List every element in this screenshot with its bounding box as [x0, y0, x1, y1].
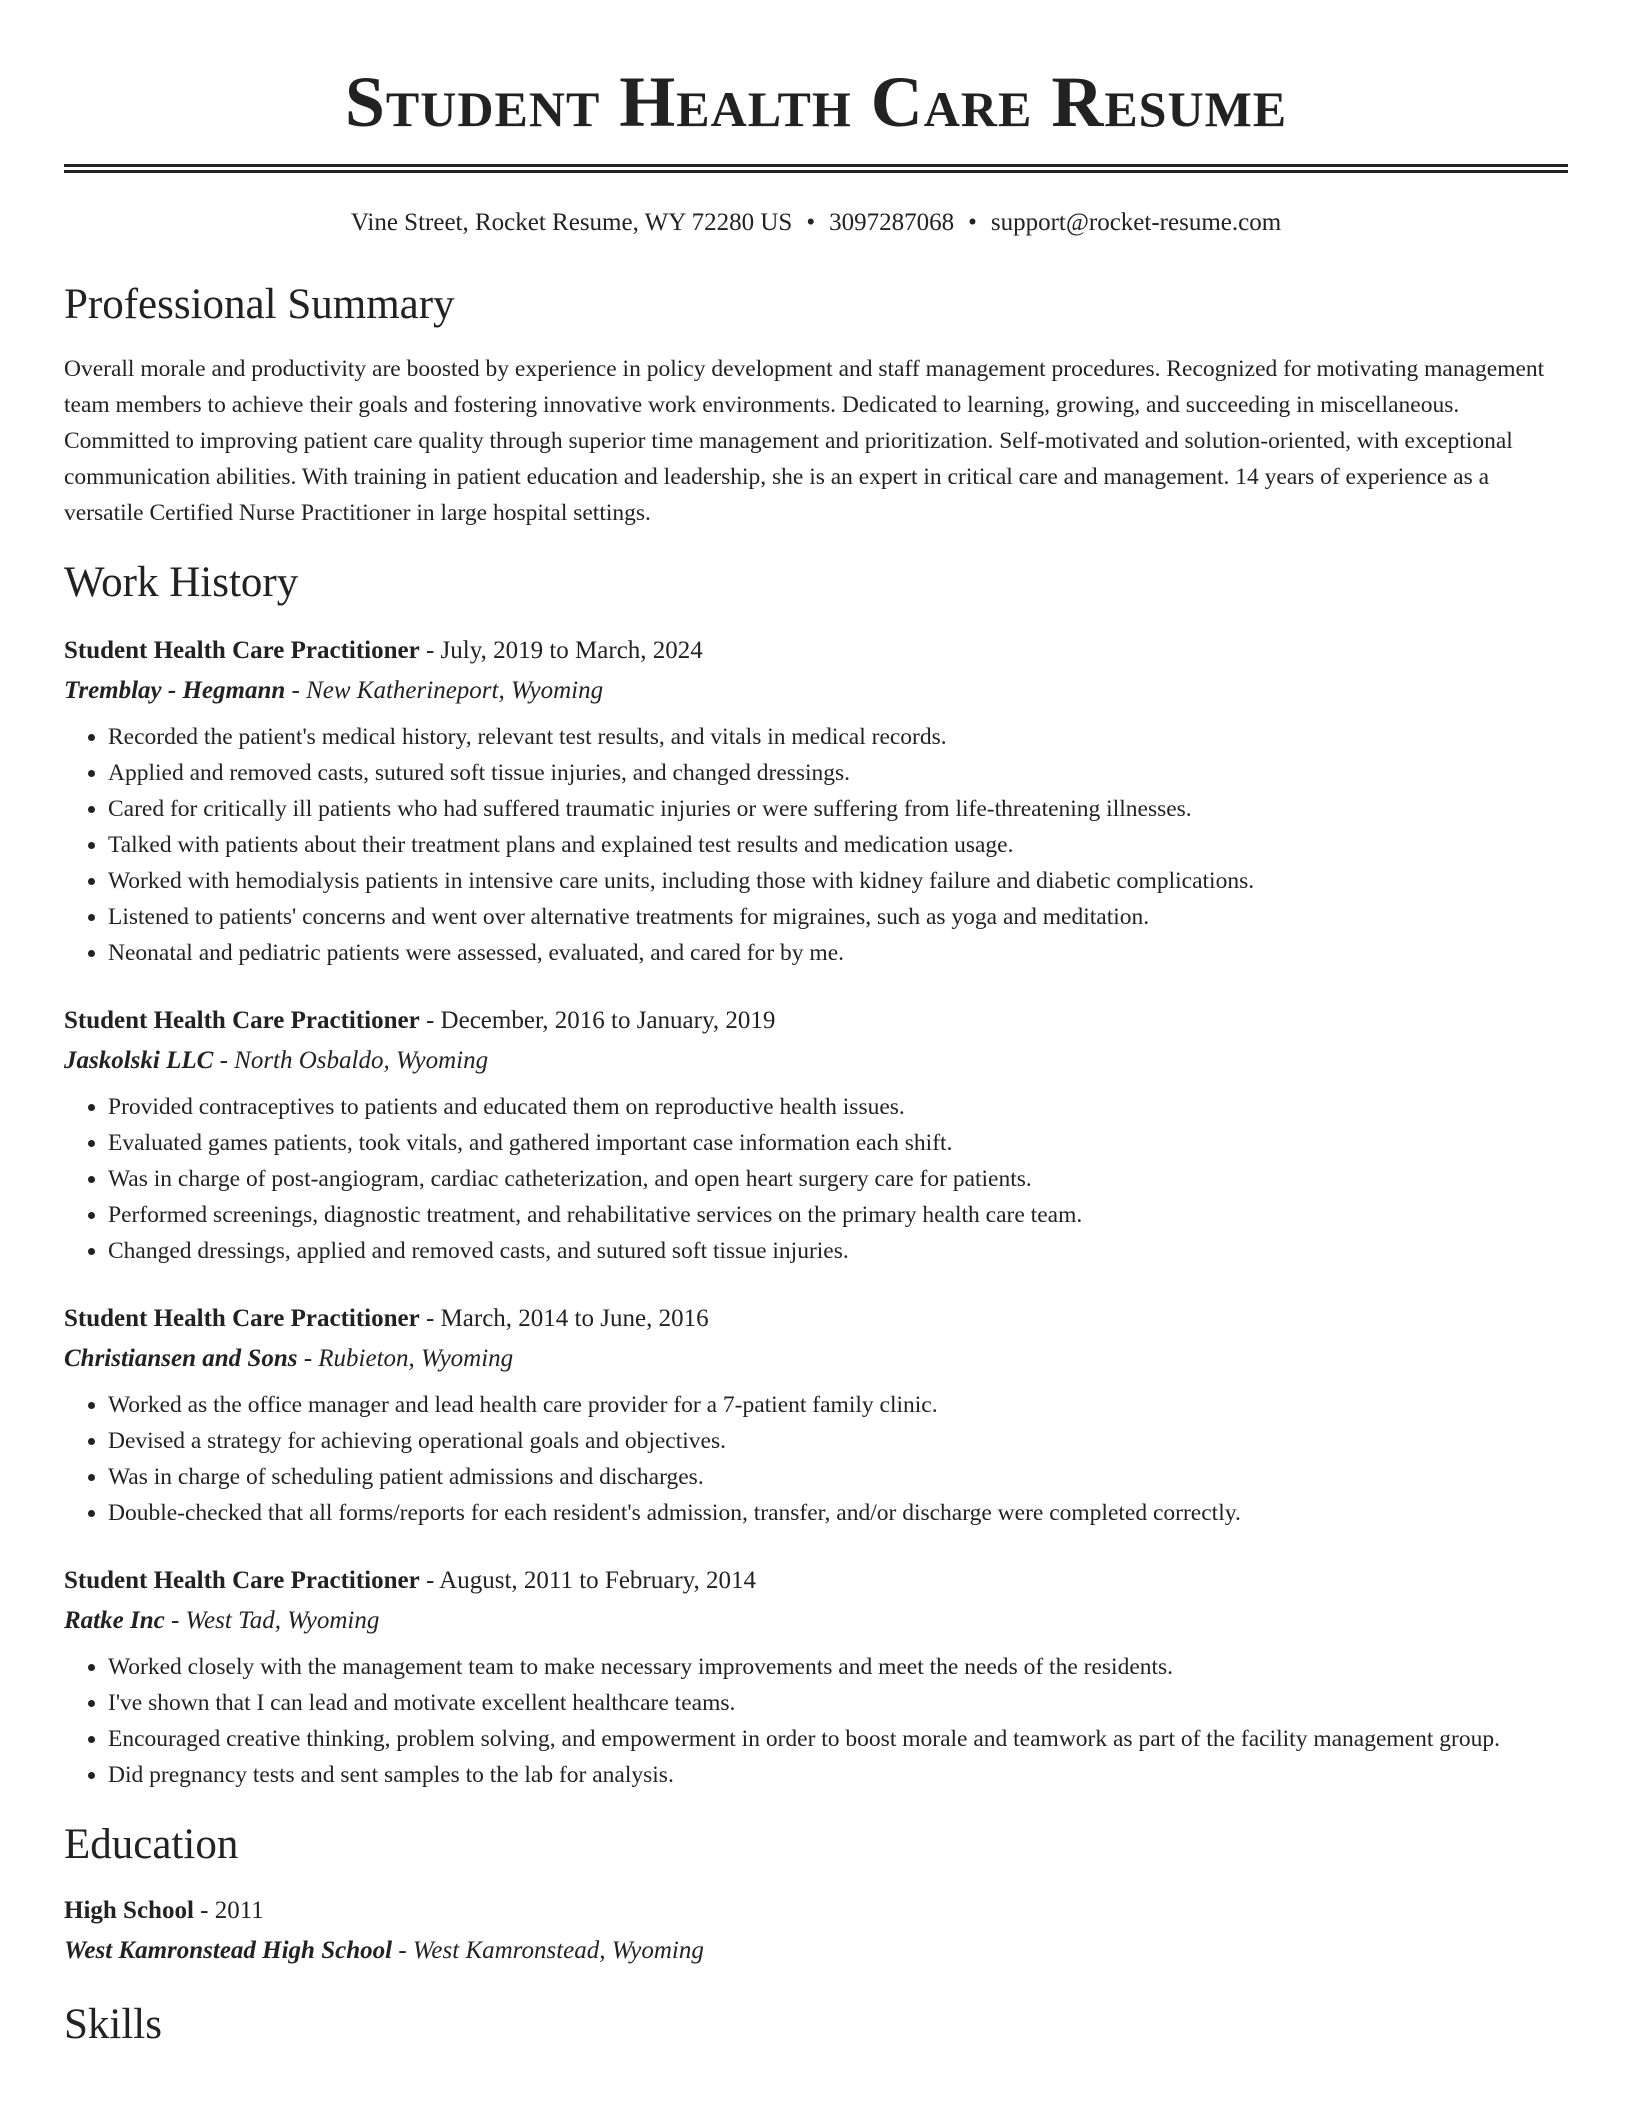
- job-bullet: • Was in charge of post-angiogram, cardiac catheterization, and open heart surgery care for patients.: [108, 1161, 1568, 1197]
- job-bullet: • Worked with hemodialysis patients in intensive care units, including those with kidney failure and diabetic complications.: [108, 863, 1568, 899]
- contact-phone: 3097287068: [829, 209, 955, 236]
- job-title-line: [64, 1001, 1568, 1041]
- job-entry: [64, 1001, 1568, 1269]
- job-entry: [64, 1561, 1568, 1793]
- contact-line: [64, 207, 1568, 239]
- education-entry: [64, 1891, 1568, 1971]
- job-bullet: • Worked as the office manager and lead health care provider for a 7-patient family clinic.: [108, 1387, 1568, 1423]
- job-location: - North Osbaldo, Wyoming: [213, 1047, 489, 1074]
- work-history-list: [64, 631, 1568, 1793]
- job-bullet: • Applied and removed casts, sutured soft tissue injuries, and changed dressings.: [108, 755, 1568, 791]
- job-company-line: [64, 671, 1568, 711]
- education-school-line: [64, 1931, 1568, 1971]
- job-company: Jaskolski LLC: [64, 1047, 214, 1074]
- job-company-line: [64, 1601, 1568, 1641]
- title-divider: [64, 164, 1568, 173]
- job-bullet: • Talked with patients about their treatment plans and explained test results and medication usage.: [108, 827, 1568, 863]
- education-school: West Kamronstead High School: [64, 1937, 393, 1964]
- job-title: Student Health Care Practitioner: [64, 1305, 420, 1332]
- summary-text: Overall morale and productivity are boosted by experience in policy development and staff management procedures. Recognized for motivating management team members to achieve their goals and fostering innovative work environments. Dedicated to learning, growing, and succeeding in miscellaneous. Committed to improving patient care quality through superior time management and prioritization. Self-motivated and solution-oriented, with exceptional communication abilities. With training in patient education and leadership, she is an expert in critical care and management. 14 years of experience as a versatile Certified Nurse Practitioner in large hospital settings.: [64, 356, 1545, 526]
- job-bullet: • Did pregnancy tests and sent samples to the lab for analysis.: [108, 1757, 1568, 1793]
- job-location: - West Tad, Wyoming: [164, 1607, 380, 1634]
- job-company: Christiansen and Sons: [64, 1345, 298, 1372]
- job-bullet: • Neonatal and pediatric patients were assessed, evaluated, and cared for by me.: [108, 935, 1568, 971]
- job-bullets: [64, 1649, 1568, 1793]
- job-title: Student Health Care Practitioner: [64, 1567, 420, 1594]
- job-bullet: • Cared for critically ill patients who had suffered traumatic injuries or were suffering from life-threatening illnesses.: [108, 791, 1568, 827]
- job-title: Student Health Care Practitioner: [64, 637, 420, 664]
- job-bullet: • I've shown that I can lead and motivate excellent healthcare teams.: [108, 1685, 1568, 1721]
- job-company-line: [64, 1041, 1568, 1081]
- education-location: - West Kamronstead, Wyoming: [392, 1937, 704, 1964]
- contact-separator: •: [968, 209, 977, 236]
- job-company-line: [64, 1339, 1568, 1379]
- job-bullet: • Performed screenings, diagnostic treatment, and rehabilitative services on the primary health care team.: [108, 1197, 1568, 1233]
- job-company: Tremblay - Hegmann: [64, 677, 286, 704]
- job-dates: - July, 2019 to March, 2024: [419, 637, 703, 664]
- job-entry: [64, 1299, 1568, 1531]
- job-bullet: • Recorded the patient's medical history, relevant test results, and vitals in medical records.: [108, 719, 1568, 755]
- job-location: - New Katherineport, Wyoming: [285, 677, 604, 704]
- job-bullet: • Devised a strategy for achieving operational goals and objectives.: [108, 1423, 1568, 1459]
- job-title-line: [64, 631, 1568, 671]
- education-heading: Education: [64, 1821, 239, 1868]
- education-degree-line: [64, 1891, 1568, 1931]
- contact-address: Vine Street, Rocket Resume, WY 72280 US: [350, 209, 793, 236]
- work-history-heading: Work History: [64, 559, 299, 606]
- job-title-line: [64, 1561, 1568, 1601]
- job-company: Ratke Inc: [64, 1607, 165, 1634]
- education-year: - 2011: [193, 1897, 264, 1924]
- job-bullet: • Was in charge of scheduling patient admissions and discharges.: [108, 1459, 1568, 1495]
- job-bullets: [64, 1387, 1568, 1531]
- job-bullets: [64, 1089, 1568, 1269]
- resume-title: Student Health Care Resume: [344, 62, 1288, 142]
- job-bullet: • Encouraged creative thinking, problem solving, and empowerment in order to boost morale and teamwork as part of the facility management group.: [108, 1721, 1568, 1757]
- job-title: Student Health Care Practitioner: [64, 1007, 420, 1034]
- education-degree: High School: [64, 1897, 194, 1924]
- job-bullets: [64, 719, 1568, 971]
- job-dates: - August, 2011 to February, 2014: [419, 1567, 757, 1594]
- job-dates: - December, 2016 to January, 2019: [419, 1007, 776, 1034]
- job-location: - Rubieton, Wyoming: [297, 1345, 514, 1372]
- contact-email: support@rocket-resume.com: [990, 209, 1282, 236]
- summary-heading: Professional Summary: [64, 281, 455, 328]
- job-dates: - March, 2014 to June, 2016: [419, 1305, 709, 1332]
- job-bullet: • Worked closely with the management team to make necessary improvements and meet the needs of the residents.: [108, 1649, 1568, 1685]
- job-bullet: • Changed dressings, applied and removed casts, and sutured soft tissue injuries.: [108, 1233, 1568, 1269]
- job-title-line: [64, 1299, 1568, 1339]
- job-bullet: • Double-checked that all forms/reports for each resident's admission, transfer, and/or discharge were completed correctly.: [108, 1495, 1568, 1531]
- contact-separator: •: [806, 209, 816, 236]
- job-bullet: • Evaluated games patients, took vitals, and gathered important case information each shift.: [108, 1125, 1568, 1161]
- skills-heading: Skills: [64, 2001, 162, 2048]
- job-bullet: • Listened to patients' concerns and went over alternative treatments for migraines, such as yoga and meditation.: [108, 899, 1568, 935]
- job-entry: [64, 631, 1568, 971]
- job-bullet: • Provided contraceptives to patients and educated them on reproductive health issues.: [108, 1089, 1568, 1125]
